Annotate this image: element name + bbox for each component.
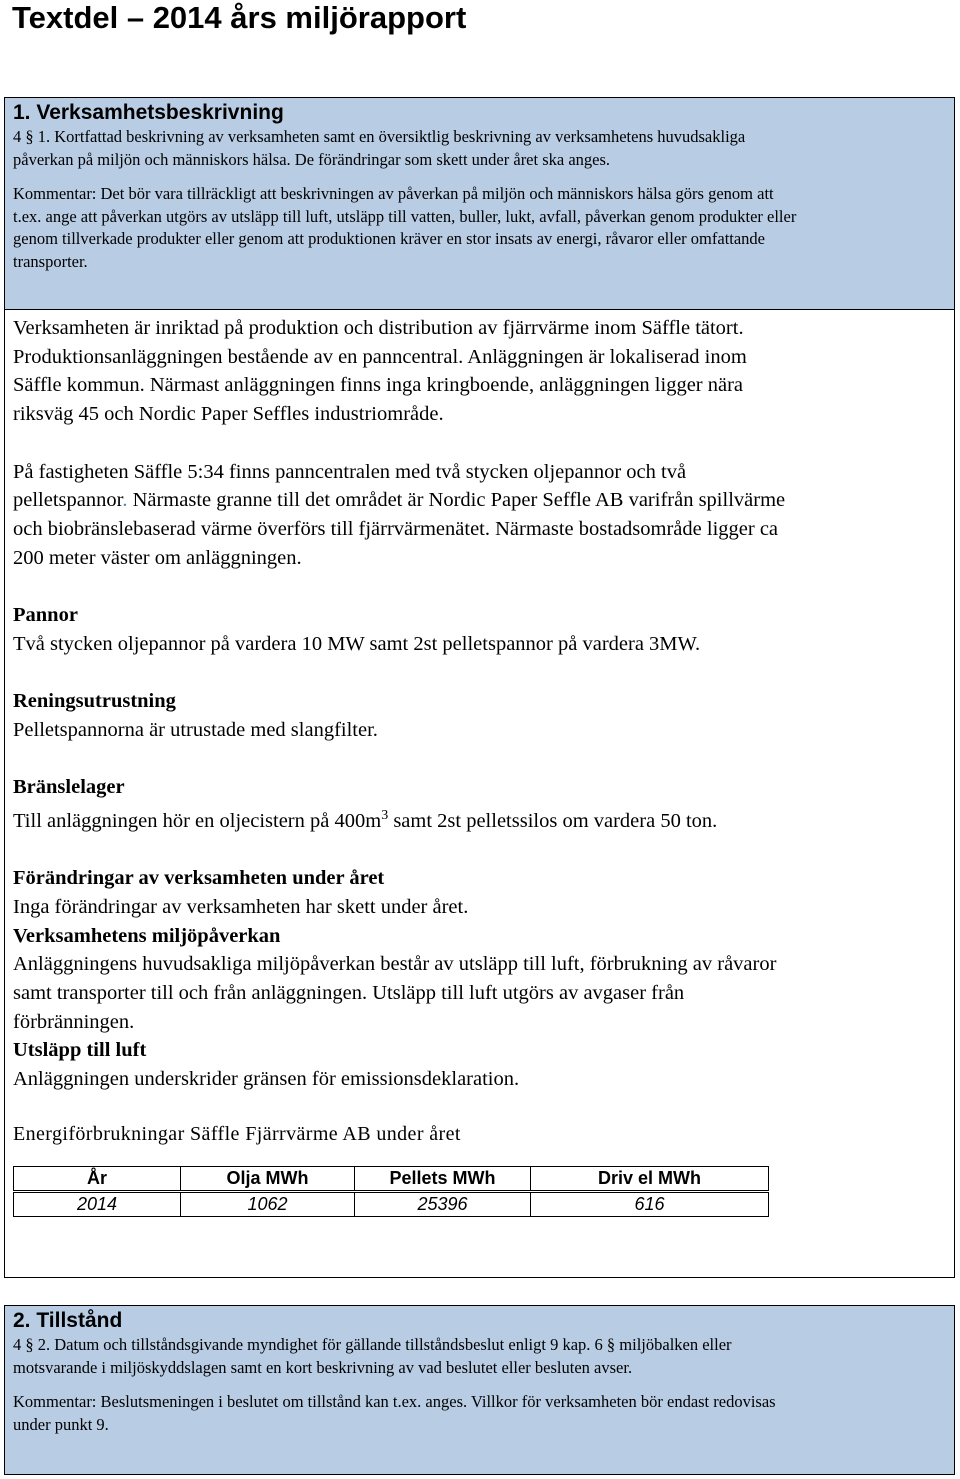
pannor-heading: Pannor [13,604,78,626]
document-title: Textdel – 2014 års miljörapport [12,0,467,35]
section-2-comment [13,1391,946,1436]
table-cell: 616 [531,1192,769,1217]
table-header-cell: Olja MWh [181,1167,355,1192]
utslapp-text: Anläggningen underskrider gränsen för emissionsdeklaration. [13,1068,520,1091]
section-1-heading: 1. Verksamhetsbeskrivning [13,101,284,124]
section-1-comment [13,183,946,273]
property-dot: . [122,489,128,512]
bransle-text [13,802,946,836]
section-1-instruction-line: 4 § 1. Kortfattad beskrivning av verksamheten samt en översiktlig beskrivning av verksamhetens huvudsakliga [13,127,746,146]
table-row [14,1192,769,1217]
property-line: På fastigheten Säffle 5:34 finns panncentralen med två stycken oljepannor och två [13,460,687,483]
section-2-heading: 2. Tillstånd [13,1309,123,1332]
table-header-cell: Driv el MWh [531,1167,769,1192]
forandring-heading: Förändringar av verksamheten under året [13,867,385,890]
comment-line: t.ex. ange att påverkan utgörs av utsläpp till luft, utsläpp till vatten, buller, lukt, avfall, påverkan genom produkter eller [13,206,797,226]
property-text: pelletspannor [13,489,123,512]
intro-line: Verksamheten är inriktad på produktion och distribution av fjärrvärme inom Säffle tätort. [13,317,744,339]
miljo-line: samt transporter till och från anläggningen. Utsläpp till luft utgörs av avgaser från [13,981,685,1004]
miljo-heading: Verksamhetens miljöpåverkan [13,924,281,947]
section-2-instruction-line: motsvarande i miljöskyddslagen samt en kort beskrivning av vad beslutet eller besluten avser. [13,1357,633,1377]
energy-table [13,1166,769,1217]
forandring-text: Inga förändringar av verksamheten har skett under året. [13,895,469,918]
table-header-row [14,1167,769,1192]
property-line: och biobränslebaserad värme överförs till fjärrvärmenätet. Närmaste bostadsområde ligger ca [13,517,779,540]
section-1-content [4,309,955,1278]
miljo-line: förbränningen. [13,1010,135,1033]
section-2-instruction-line: 4 § 2. Datum och tillståndsgivande myndighet för gällande tillståndsbeslut enligt 9 kap. 6 § miljöbalken eller [13,1335,732,1354]
rening-heading: Reningsutrustning [13,690,176,713]
miljo-line: Anläggningens huvudsakliga miljöpåverkan består av utsläpp till luft, förbrukning av råvaror [13,953,777,976]
section-2-instructions [4,1305,955,1475]
comment-line: Kommentar: Det bör vara tillräckligt att beskrivningen av påverkan på miljön och människors hälsa görs genom att [13,184,774,203]
pannor-text: Två stycken oljepannor på vardera 10 MW samt 2st pelletspannor på vardera 3MW. [13,632,701,655]
table-cell: 25396 [355,1192,531,1217]
property-text: Närmaste granne till det området är Nordic Paper Seffle AB varifrån spillvärme [127,489,786,512]
intro-line: riksväg 45 och Nordic Paper Seffles industriområde. [13,403,444,426]
bransle-heading: Bränslelager [13,776,125,799]
section-1-instruction-line: påverkan på miljön och människors hälsa. De förändringar som skett under året ska anges. [13,149,611,169]
bransle-text-b: samt 2st pelletssilos om vardera 50 ton. [388,809,718,832]
property-line [13,486,946,515]
table-cell: 2014 [14,1192,181,1217]
utslapp-heading: Utsläpp till luft [13,1039,147,1062]
table-header-cell: Pellets MWh [355,1167,531,1192]
rening-text: Pelletspannorna är utrustade med slangfilter. [13,718,378,741]
bransle-text-a: Till anläggningen hör en oljecistern på 400m [13,809,382,832]
comment-line: transporter. [13,251,88,271]
property-line: 200 meter väster om anläggningen. [13,546,302,569]
section-1-instructions [4,97,955,310]
table-header-cell: År [14,1167,181,1192]
comment-line: under punkt 9. [13,1414,109,1434]
intro-line: Produktionsanläggningen bestående av en panncentral. Anläggningen är lokaliserad inom [13,345,747,368]
comment-line: genom tillverkade produkter eller genom att produktionen kräver en stor insats av energi, råvaror eller omfattande [13,229,766,248]
intro-line: Säffle kommun. Närmast anläggningen finns inga kringboende, anläggningen ligger nära [13,374,744,397]
comment-line: Kommentar: Beslutsmeningen i beslutet om tillstånd kan t.ex. anges. Villkor för verksamheten bör endast redovisas [13,1392,776,1411]
bransle-sup: 3 [381,807,389,823]
energy-title: Energiförbrukningar Säffle Fjärrvärme AB under året [13,1122,461,1145]
table-cell: 1062 [181,1192,355,1217]
